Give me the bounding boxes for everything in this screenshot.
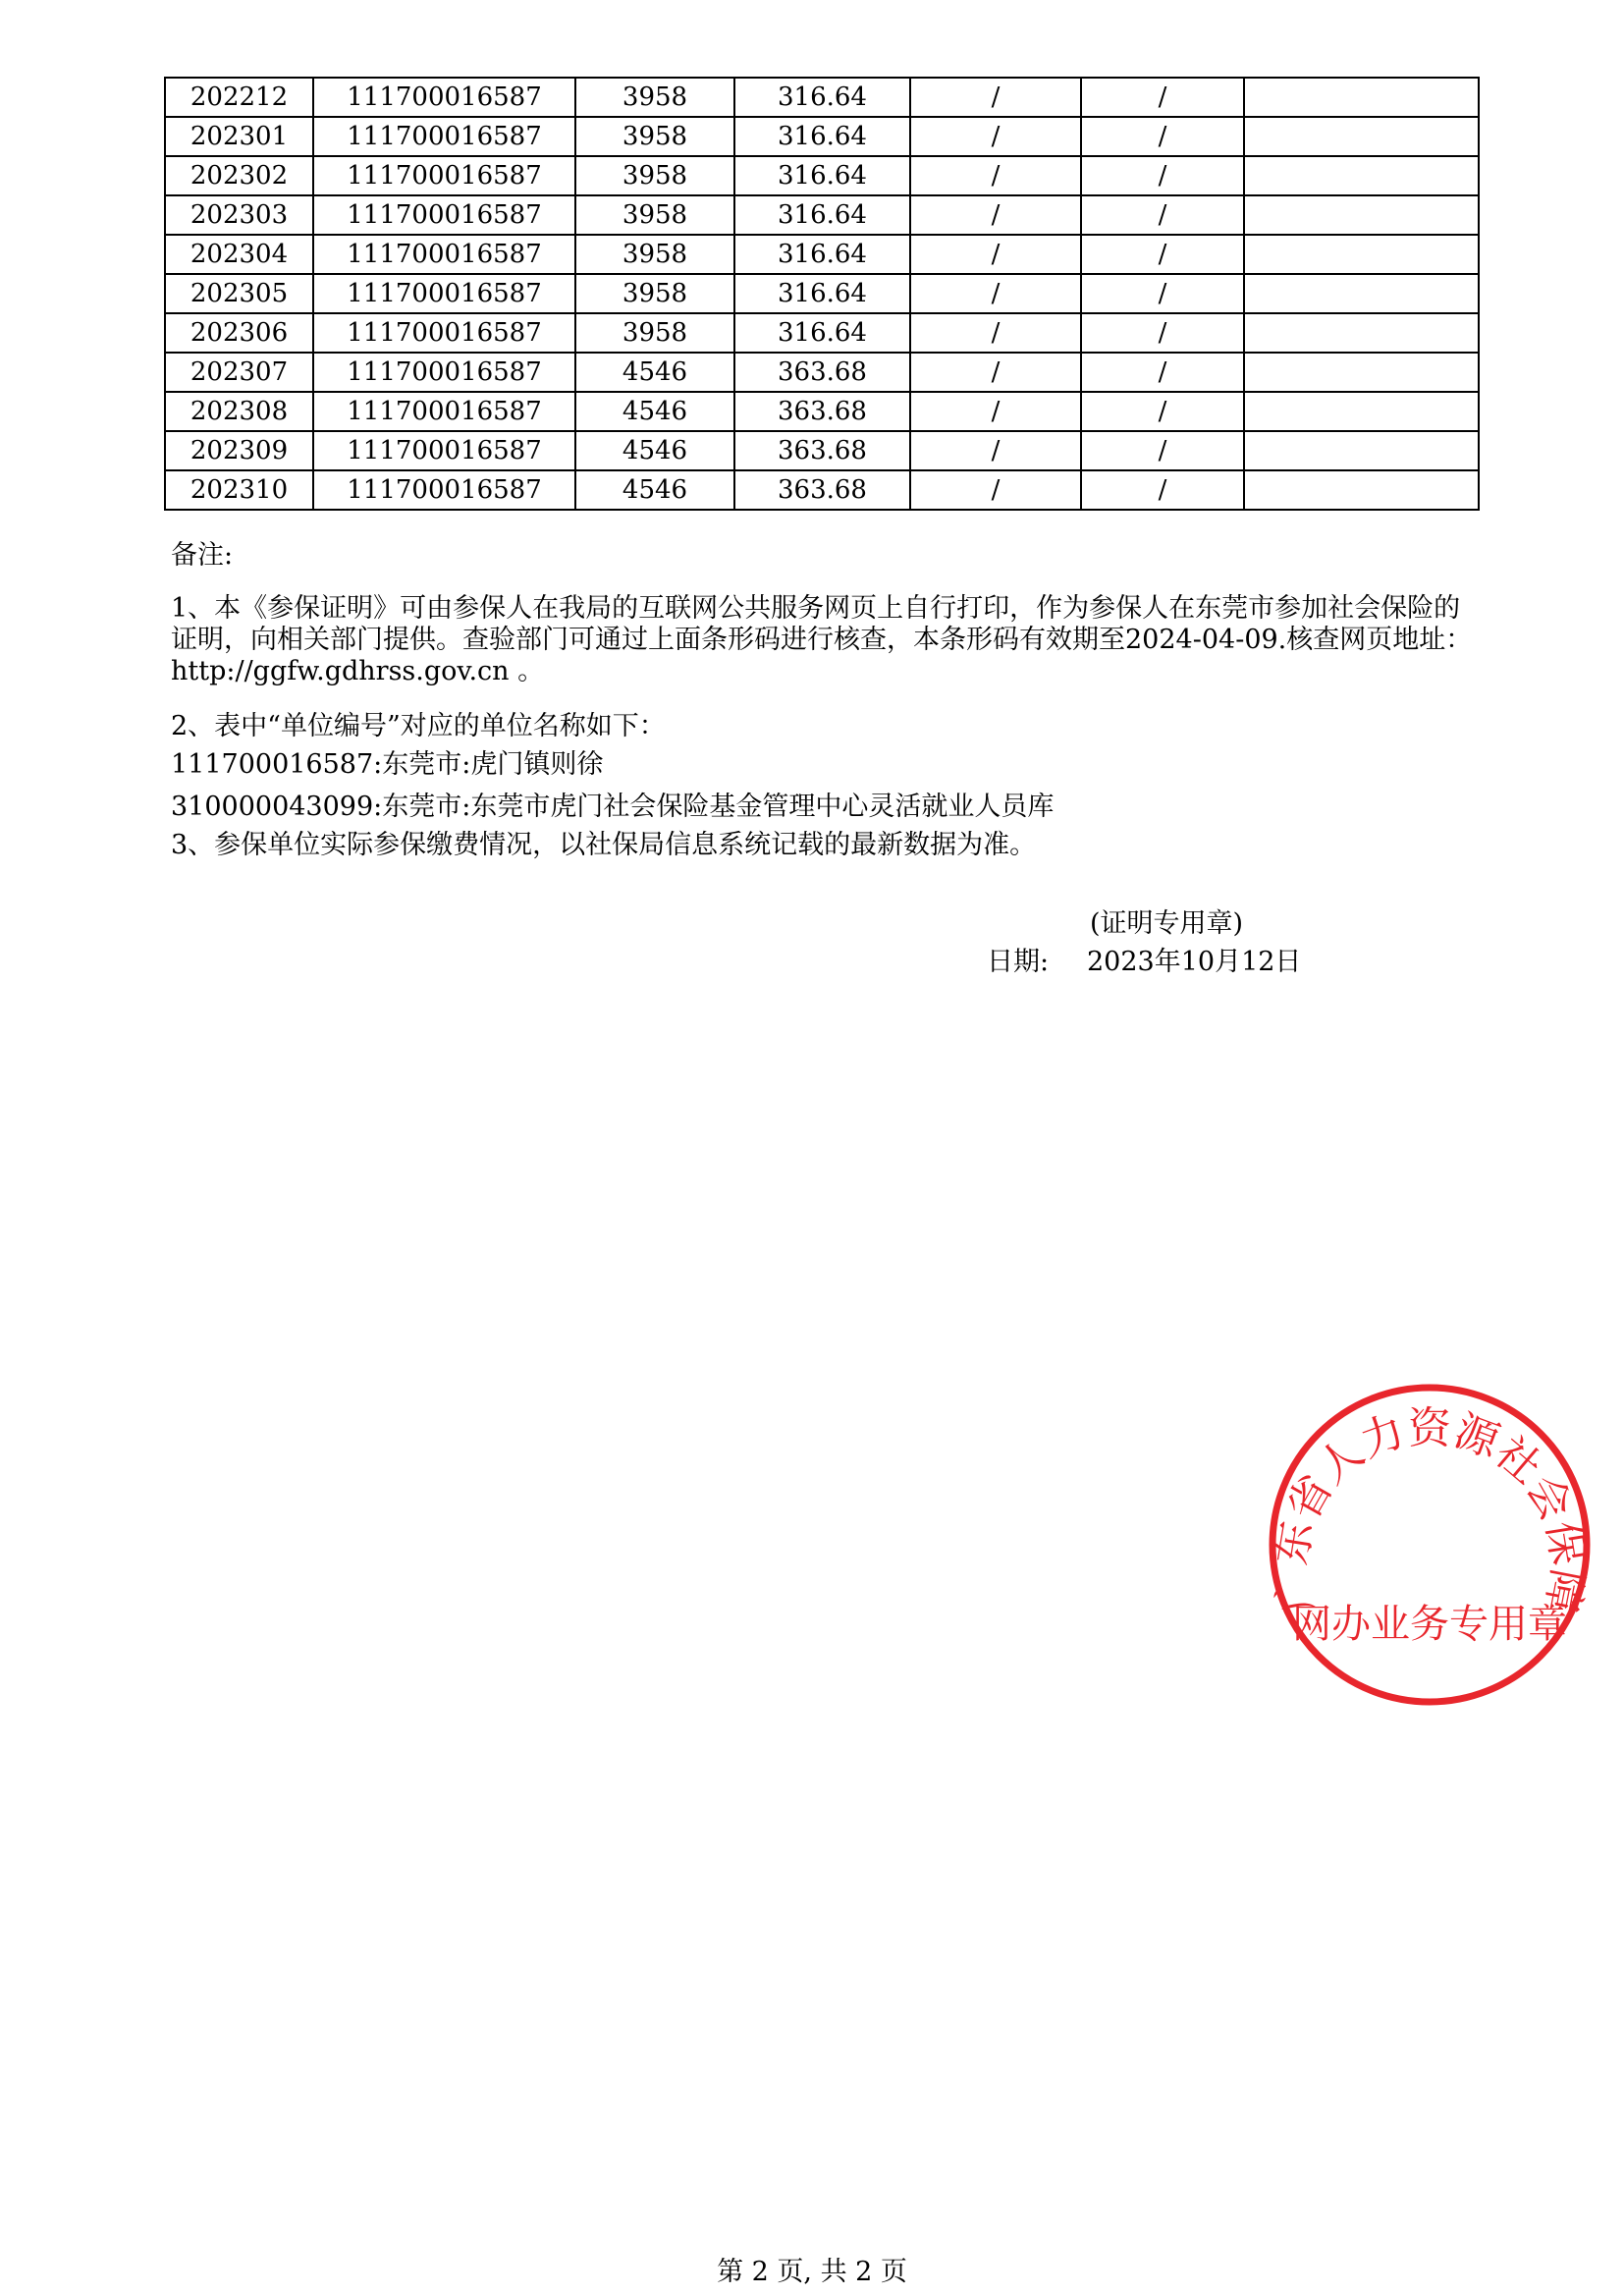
table-cell: 3958: [575, 195, 734, 235]
note-item-2: 2、表中“单位编号”对应的单位名称如下：: [171, 711, 666, 741]
seal-outer-text: 广东省人力资源社会保障: [1266, 1402, 1594, 1617]
table-cell: /: [1081, 313, 1244, 353]
table-cell: 202303: [165, 195, 313, 235]
table-cell: /: [910, 431, 1081, 470]
table-cell: [1244, 235, 1479, 274]
table-row: [165, 392, 1479, 431]
unit-name-2: 310000043099:东莞市:东莞市虎门社会保险基金管理中心灵活就业人员库: [171, 792, 1055, 822]
table-row: [165, 78, 1479, 117]
table-cell: /: [1081, 392, 1244, 431]
table-cell: /: [910, 274, 1081, 313]
table-row: [165, 353, 1479, 392]
table-cell: 202212: [165, 78, 313, 117]
table-cell: 111700016587: [313, 117, 575, 156]
table-cell: /: [910, 392, 1081, 431]
table-row: [165, 195, 1479, 235]
table-cell: /: [910, 117, 1081, 156]
table-cell: 316.64: [734, 235, 910, 274]
table-cell: [1244, 274, 1479, 313]
note-item-1: 1、本《参保证明》可由参保人在我局的互联网公共服务网页上自行打印，作为参保人在东莞市参加社会保险的证明，向相关部门提供。查验部门可通过上面条形码进行核查，本条形码有效期至2024-04-09.核查网页地址：http://ggfw.gdhrss.gov.cn 。: [171, 593, 1473, 686]
table-row: [165, 235, 1479, 274]
table-cell: /: [1081, 117, 1244, 156]
table-cell: 202301: [165, 117, 313, 156]
official-seal: [1265, 1380, 1595, 1710]
table-cell: /: [1081, 235, 1244, 274]
notes-heading: 备注:: [171, 540, 234, 571]
table-cell: 111700016587: [313, 235, 575, 274]
table-cell: 111700016587: [313, 392, 575, 431]
table-row: [165, 117, 1479, 156]
table-cell: /: [1081, 78, 1244, 117]
table-cell: 363.68: [734, 470, 910, 510]
table-row: [165, 431, 1479, 470]
table-cell: 3958: [575, 313, 734, 353]
table-cell: 3958: [575, 78, 734, 117]
date-label: 日期:: [987, 947, 1050, 977]
date-value: 2023年10月12日: [1087, 947, 1302, 977]
table-cell: 202305: [165, 274, 313, 313]
table-cell: 202302: [165, 156, 313, 195]
table-cell: [1244, 313, 1479, 353]
table-cell: 202308: [165, 392, 313, 431]
stamp-label: (证明专用章): [1090, 908, 1244, 939]
table-cell: 111700016587: [313, 78, 575, 117]
table-cell: 202310: [165, 470, 313, 510]
contribution-table-body: [165, 78, 1479, 510]
table-cell: 316.64: [734, 117, 910, 156]
table-cell: /: [910, 470, 1081, 510]
table-cell: 363.68: [734, 353, 910, 392]
table-cell: /: [910, 195, 1081, 235]
table-cell: 111700016587: [313, 195, 575, 235]
table-cell: 111700016587: [313, 353, 575, 392]
table-cell: 316.64: [734, 156, 910, 195]
table-cell: 4546: [575, 353, 734, 392]
table-cell: 3958: [575, 156, 734, 195]
table-cell: 3958: [575, 235, 734, 274]
table-cell: 3958: [575, 117, 734, 156]
table-cell: /: [1081, 195, 1244, 235]
table-cell: 111700016587: [313, 470, 575, 510]
table-cell: 111700016587: [313, 274, 575, 313]
table-row: [165, 470, 1479, 510]
table-cell: [1244, 392, 1479, 431]
table-cell: [1244, 195, 1479, 235]
table-cell: /: [910, 353, 1081, 392]
unit-name-1: 111700016587:东莞市:虎门镇则徐: [171, 749, 604, 780]
table-cell: /: [1081, 353, 1244, 392]
table-cell: /: [1081, 274, 1244, 313]
table-cell: 4546: [575, 431, 734, 470]
table-cell: /: [910, 156, 1081, 195]
table-cell: [1244, 117, 1479, 156]
table-cell: 202307: [165, 353, 313, 392]
note-item-3: 3、参保单位实际参保缴费情况，以社保局信息系统记载的最新数据为准。: [171, 830, 1037, 860]
table-row: [165, 274, 1479, 313]
table-cell: 316.64: [734, 195, 910, 235]
table-cell: /: [910, 313, 1081, 353]
table-cell: 111700016587: [313, 313, 575, 353]
table-cell: /: [1081, 156, 1244, 195]
page-footer: 第 2 页, 共 2 页: [717, 2257, 907, 2287]
table-cell: 111700016587: [313, 431, 575, 470]
table-cell: [1244, 156, 1479, 195]
table-cell: /: [910, 235, 1081, 274]
table-cell: [1244, 353, 1479, 392]
table-cell: 316.64: [734, 274, 910, 313]
table-row: [165, 156, 1479, 195]
table-cell: [1244, 78, 1479, 117]
table-cell: 363.68: [734, 392, 910, 431]
table-cell: 316.64: [734, 78, 910, 117]
table-cell: 202304: [165, 235, 313, 274]
table-cell: 111700016587: [313, 156, 575, 195]
table-cell: /: [910, 78, 1081, 117]
table-cell: /: [1081, 431, 1244, 470]
table-cell: [1244, 470, 1479, 510]
table-cell: 4546: [575, 392, 734, 431]
table-row: [165, 313, 1479, 353]
table-cell: 363.68: [734, 431, 910, 470]
table-cell: 202306: [165, 313, 313, 353]
table-cell: 202309: [165, 431, 313, 470]
seal-inner-text: 网办业务专用章: [1292, 1602, 1567, 1647]
table-cell: 316.64: [734, 313, 910, 353]
contribution-table: [164, 77, 1480, 511]
table-cell: [1244, 431, 1479, 470]
table-cell: 3958: [575, 274, 734, 313]
table-cell: 4546: [575, 470, 734, 510]
table-cell: /: [1081, 470, 1244, 510]
